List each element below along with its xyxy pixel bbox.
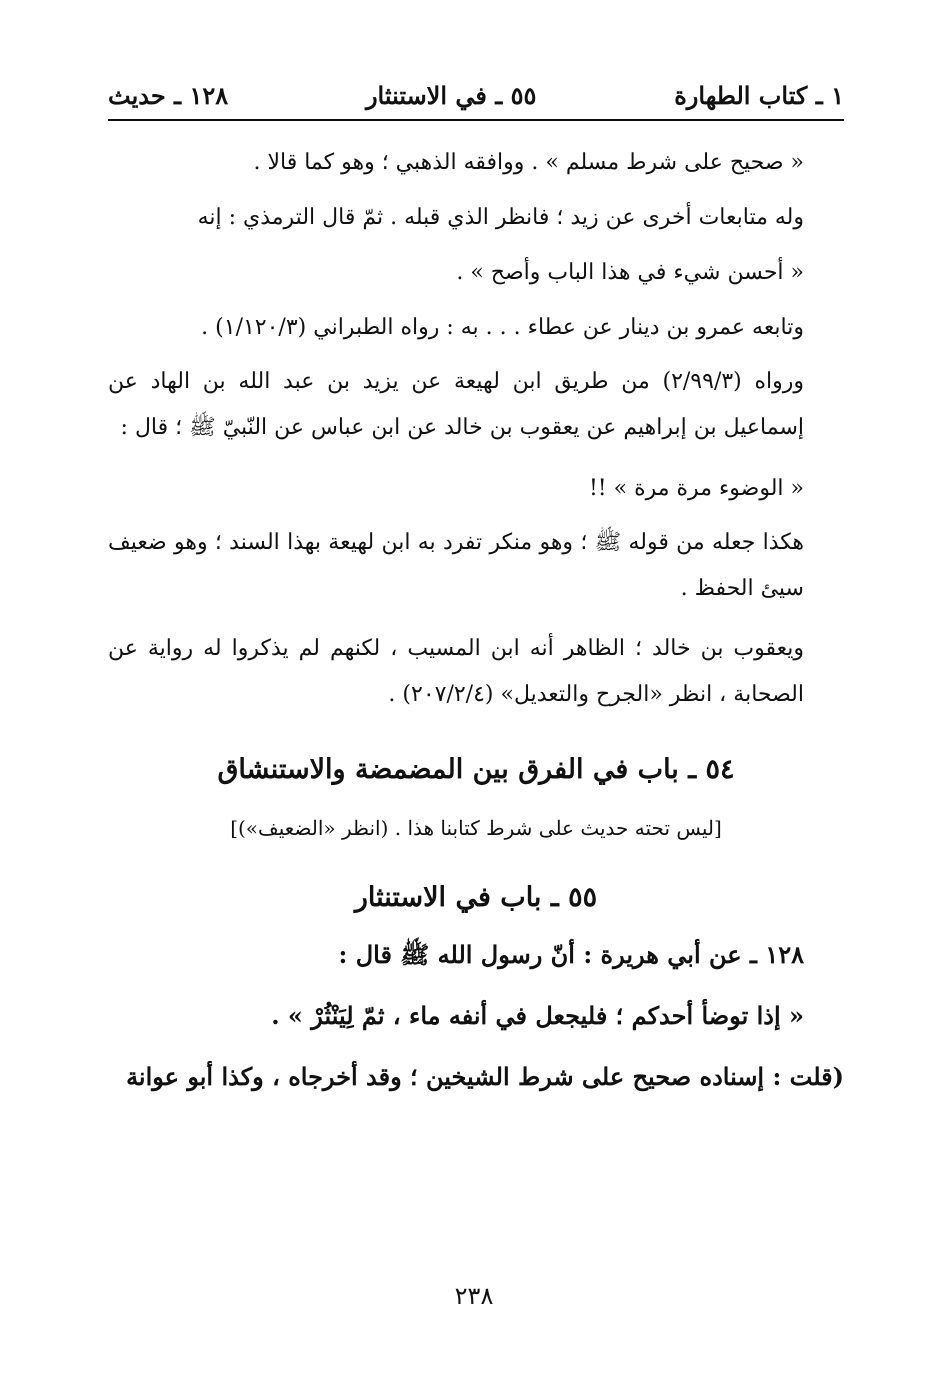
paragraph-2: وله متابعات أخرى عن زيد ؛ فانظر الذي قبله . ثمّ قال الترمذي : إنه	[197, 205, 804, 230]
commentary-start: (قلت : إسناده صحيح على شرط الشيخين ؛ وقد أخرجاه ، وكذا أبو عوانة	[126, 1062, 844, 1091]
section-note-54: [ليس تحته حديث على شرط كتابنا هذا . (انظر «الضعيف»)]	[230, 816, 722, 840]
page-number: ٢٣٨	[454, 1282, 494, 1310]
header-rule	[108, 119, 844, 121]
paragraph-3: « أحسن شيء في هذا الباب وأصح » .	[456, 260, 804, 285]
paragraph-4: وتابعه عمرو بن دينار عن عطاء . . . به : رواه الطبراني (١/١٢٠/٣) .	[201, 315, 804, 340]
running-header	[108, 72, 844, 116]
paragraph-7: هكذا جعله من قوله ﷺ ؛ وهو منكر تفرد به ابن لهيعة بهذا السند ؛ وهو ضعيف سيئ الحفظ .	[108, 530, 804, 601]
hadith-text: « إذا توضأ أحدكم ؛ فليجعل في أنفه ماء ، ثمّ لِيَنْثُرْ » .	[271, 1001, 804, 1030]
header-hadith-number: ١٢٨ ـ حديث	[108, 81, 229, 110]
header-chapter-title: ٥٥ ـ في الاستنثار	[365, 81, 537, 110]
section-heading-55: ٥٥ ـ باب في الاستنثار	[354, 882, 598, 913]
page-body	[108, 135, 844, 1104]
paragraph-5: ورواه (٢/٩٩/٣) من طريق ابن لهيعة عن يزيد بن عبد الله بن الهاد عن إسماعيل بن إبراهيم عن يعقوب بن خالد عن ابن عباس عن النّبيّ ﷺ ؛ قال :	[108, 369, 805, 440]
paragraph-8: ويعقوب بن خالد ؛ الظاهر أنه ابن المسيب ، لكنهم لم يذكروا له رواية عن الصحابة ، انظر «الجرح والتعديل» (٢٠٧/٢/٤) .	[108, 636, 804, 707]
paragraph-6: « الوضوء مرة مرة » !!	[588, 476, 804, 501]
header-book-title: ١ ـ كتاب الطهارة	[674, 81, 844, 110]
hadith-intro: ١٢٨ ـ عن أبي هريرة : أنّ رسول الله ﷺ قال :	[338, 940, 804, 969]
paragraph-1: « صحيح على شرط مسلم » . ووافقه الذهبي ؛ وهو كما قالا .	[253, 150, 804, 175]
section-heading-54: ٥٤ ـ باب في الفرق بين المضمضة والاستنشاق	[217, 754, 735, 785]
